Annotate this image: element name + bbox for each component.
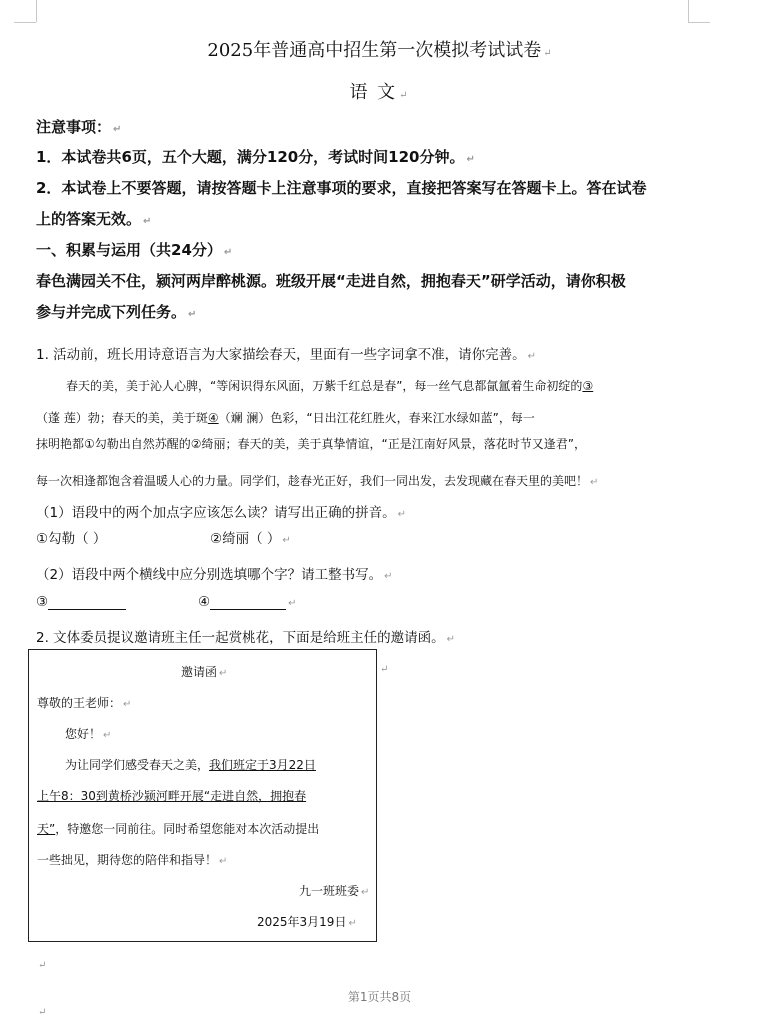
question-2-prompt: 2. 文体委员提议邀请班主任一起赏桃花，下面是给班主任的邀请函。 ↵: [36, 630, 456, 646]
subquestion-2-item-a: ③: [36, 594, 126, 610]
blank-4: ④: [207, 411, 219, 425]
notice-item-2-cont: 上的答案无效。 ↵: [36, 210, 152, 228]
answer-blank-3: [48, 595, 126, 610]
empty-paragraph-mark-2: ↵: [38, 1007, 47, 1018]
invitation-hello: 您好！ ↵: [65, 727, 112, 741]
invitation-signature: 九一班班委 ↵: [299, 884, 370, 898]
passage-line-4: 每一次相逢都饱含着温暖人心的力量。同学们，趁春光正好，我们一同出发，去发现藏在春天里的美吧！ ↵: [36, 474, 599, 488]
subquestion-1-item-a: ①勾勒（ ）: [36, 531, 107, 547]
notice-item-2: 2．本试卷上不要答题，请按答题卡上注意事项的要求，直接把答案写在答题卡上。答在试卷: [36, 179, 647, 197]
subquestion-2-prompt: （2）语段中两个横线中应分别选填哪个字？请工整书写。 ↵: [36, 567, 393, 583]
notice-item-1: 1．本试卷共6页，五个大题，满分120分，考试时间120分钟。 ↵: [36, 148, 475, 166]
passage-line-2: （蓬 莲）勃；春天的美，美于斑④（斓 澜）色彩，“日出江花红胜火，春来江水绿如蓝”，每一: [36, 411, 535, 425]
subject-title: 语 文 ↵: [349, 82, 410, 103]
invitation-body-4: 一些拙见，期待您的陪伴和指导！ ↵: [37, 853, 228, 867]
page-footer: 第1页共8页: [347, 990, 412, 1004]
invitation-body-2: 上午8：30到黄桥沙颍河畔开展“走进自然，拥抱春: [37, 789, 307, 803]
box-return-mark: ↵: [380, 664, 389, 675]
invitation-box: [28, 649, 377, 942]
notice-heading: 注意事项： ↵: [36, 118, 122, 136]
invitation-greeting: 尊敬的王老师： ↵: [37, 696, 132, 710]
crop-mark-left-h: [14, 22, 36, 23]
subquestion-1-prompt: （1）语段中的两个加点字应该怎么读？请写出正确的拼音。 ↵: [36, 505, 406, 521]
subquestion-2-item-b: ④ ↵: [198, 594, 297, 610]
subquestion-1-item-b: ②绮丽（ ） ↵: [210, 531, 291, 547]
section-heading: 一、积累与运用（共24分） ↵: [36, 241, 233, 259]
exam-title: 2025年普通高中招生第一次模拟考试试卷 ↵: [207, 40, 552, 61]
crop-mark-right-h: [688, 22, 710, 23]
invitation-title: 邀请函 ↵: [181, 665, 228, 679]
section-intro-1: 春色满园关不住，颍河两岸醉桃源。班级开展“走进自然，拥抱春天”研学活动，请你积极: [36, 272, 626, 290]
crop-mark-left-v: [36, 0, 37, 22]
crop-mark-right-v: [688, 0, 689, 22]
section-intro-2: 参与并完成下列任务。 ↵: [36, 303, 197, 321]
invitation-date: 2025年3月19日 ↵: [257, 915, 357, 929]
invitation-body-1: 为让同学们感受春天之美，我们班定于3月22日: [65, 758, 316, 772]
passage-line-1: 春天的美，美于沁人心脾，“等闲识得东风面，万紫千红总是春”，每一丝气息都氤氲着生命初绽的③: [66, 379, 594, 393]
empty-paragraph-mark: ↵: [38, 960, 47, 971]
question-1-prompt: 1. 活动前，班长用诗意语言为大家描绘春天，里面有一些字词拿不准，请你完善。 ↵: [36, 347, 537, 363]
passage-line-3: 抹明艳都①勾勒出自然苏醒的②绮丽；春天的美，美于真挚情谊，“正是江南好风景，落花时节又逢君”，: [36, 437, 586, 451]
answer-blank-4: [210, 595, 286, 610]
invitation-body-3: 天”，特邀您一同前往。同时希望您能对本次活动提出: [37, 822, 320, 836]
